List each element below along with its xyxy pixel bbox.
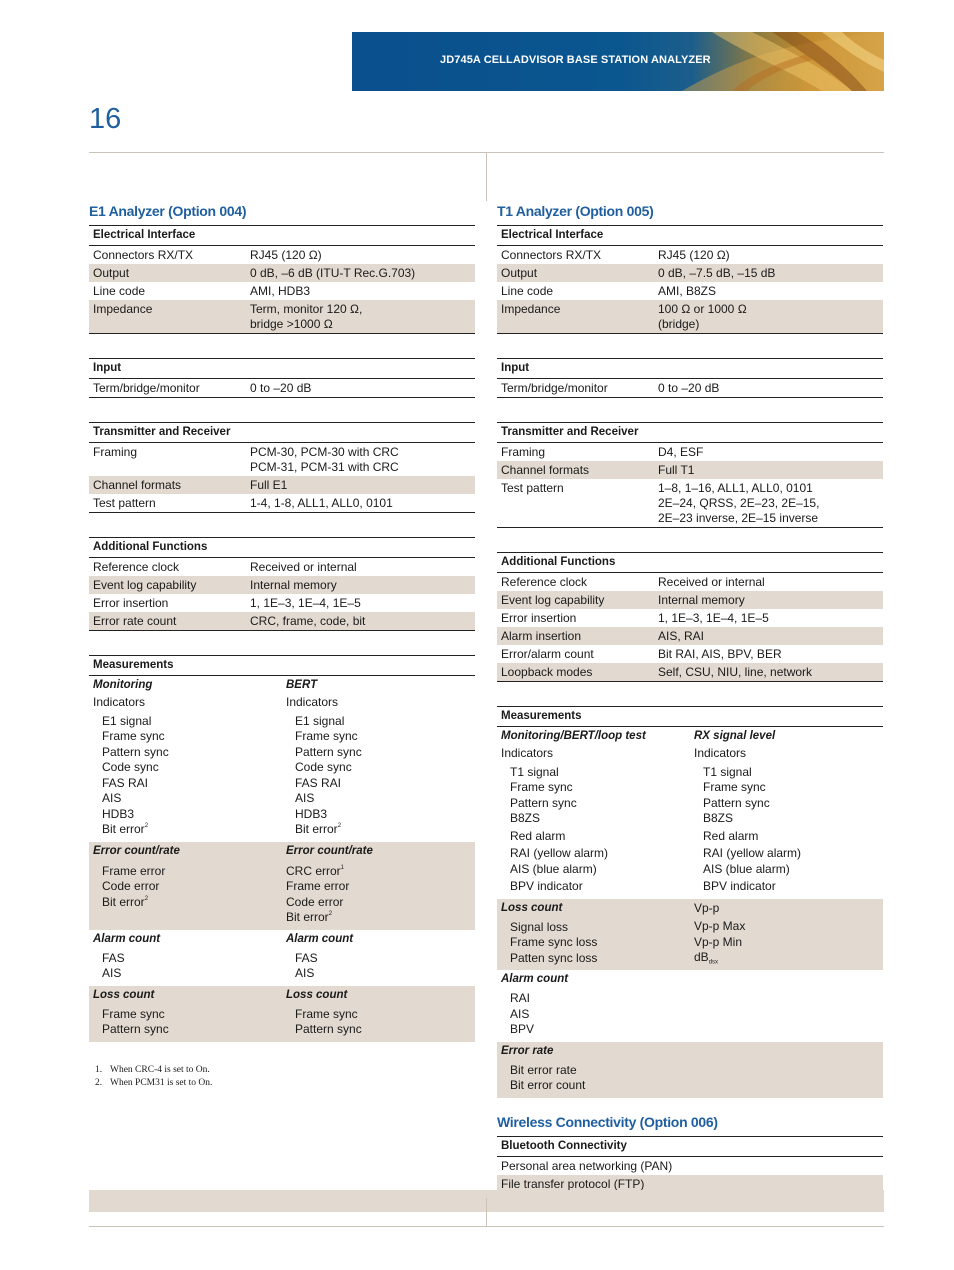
- table-row: [497, 282, 883, 300]
- block-title: RX signal level: [694, 730, 776, 742]
- table-row: [497, 627, 883, 645]
- bert-column: [286, 678, 479, 838]
- block-title: Loss count: [286, 988, 348, 1001]
- list-item: Frame sync: [703, 780, 766, 794]
- row-value: 0 dB, –7.5 dB, –15 dB: [658, 266, 776, 280]
- block-title: Monitoring: [93, 679, 153, 691]
- row-value: 100 Ω or 1000 Ω (bridge): [658, 302, 747, 331]
- row-value: RJ45 (120 Ω): [658, 248, 730, 262]
- list-item-with-note: [93, 822, 286, 838]
- row-value: 1–8, 1–16, ALL1, ALL0, 0101 2E–24, QRSS, 2E–23, 2E–15, 2E–23 inverse, 2E–15 inverse: [658, 481, 820, 525]
- list-item: Vp-p Min: [694, 934, 743, 949]
- footnote-number: 1.: [95, 1064, 103, 1075]
- list-item: Frame sync: [102, 729, 165, 743]
- list-item: Pattern sync: [295, 1022, 362, 1036]
- measure-block-error-count: [89, 842, 475, 930]
- block-title: Loss count: [93, 988, 155, 1001]
- table-row: [497, 663, 883, 681]
- row-label: Event log capability: [501, 593, 605, 607]
- row-label: Line code: [501, 284, 554, 298]
- list-item: Pattern sync: [510, 795, 577, 810]
- row-label: Line code: [93, 284, 146, 298]
- document-header-title: JD745A CELLADVISOR BASE STATION ANALYZER: [440, 54, 711, 66]
- list-item: AIS: [295, 791, 315, 805]
- item-text: dB: [694, 950, 709, 964]
- error-count-left: [93, 844, 286, 926]
- list-item: RAI (yellow alarm): [510, 846, 609, 860]
- row-value: D4, ESF: [658, 445, 704, 459]
- row-label: Channel formats: [93, 478, 182, 492]
- footnote-text: When CRC-4 is set to On.: [110, 1064, 210, 1075]
- t1-input-table: [497, 358, 883, 398]
- t1-section-title: T1 Analyzer (Option 005): [497, 203, 654, 219]
- row-label: Error/alarm count: [501, 647, 594, 661]
- alarm-count-right: [286, 932, 479, 982]
- list-item: Frame error: [286, 879, 350, 893]
- list-item: HDB3: [102, 806, 135, 821]
- unit-subscript: dsx: [708, 959, 719, 966]
- column-divider-top: [486, 153, 487, 201]
- list-item: BPV: [510, 1022, 535, 1036]
- list-item: Code sync: [295, 760, 352, 774]
- list-item: Frame sync loss: [510, 935, 598, 949]
- row-value: Full E1: [250, 478, 288, 492]
- measure-block-loss-count: [89, 986, 475, 1042]
- row-label: Test pattern: [93, 496, 156, 510]
- table-heading: Bluetooth Connectivity: [497, 1137, 883, 1157]
- row-label: Reference clock: [93, 560, 180, 574]
- list-item: Patten sync loss: [510, 950, 598, 965]
- table-row: [497, 573, 883, 591]
- loss-count-right: [286, 988, 479, 1038]
- bluetooth-table: [497, 1136, 883, 1193]
- row-value: Internal memory: [250, 578, 337, 592]
- row-label: Alarm insertion: [501, 629, 582, 643]
- row-label: Test pattern: [501, 481, 564, 495]
- list-item: Code error: [102, 879, 160, 893]
- list-item: E1 signal: [295, 713, 345, 728]
- list-item: Frame sync: [510, 780, 573, 794]
- row-label: Personal area networking (PAN): [501, 1158, 673, 1173]
- row-value: RJ45 (120 Ω): [250, 248, 322, 262]
- rx-signal-level-column: [694, 729, 887, 895]
- row-label: Connectors RX/TX: [93, 248, 194, 262]
- row-value: AMI, B8ZS: [658, 284, 717, 298]
- list-item: AIS (blue alarm): [703, 861, 790, 876]
- row-value: Received or internal: [250, 560, 357, 574]
- error-rate-column: [501, 1044, 694, 1094]
- bottom-divider: [89, 1226, 884, 1227]
- list-item: Pattern sync: [295, 744, 362, 759]
- measure-block-indicators: [497, 727, 883, 899]
- table-row: [89, 612, 475, 630]
- list-item: AIS: [102, 966, 122, 980]
- table-row: [89, 494, 475, 512]
- row-label: Output: [501, 266, 538, 280]
- list-item: AIS (blue alarm): [510, 861, 597, 876]
- list-item-with-subscript: [694, 950, 887, 966]
- row-value: CRC, frame, code, bit: [250, 614, 366, 628]
- error-count-right: [286, 844, 479, 926]
- list-item: Bit error count: [510, 1078, 586, 1092]
- wireless-section-title: Wireless Connectivity (Option 006): [497, 1113, 718, 1130]
- row-value: Bit RAI, AIS, BPV, BER: [658, 647, 782, 661]
- list-item: T1 signal: [703, 764, 752, 779]
- list-item-with-note: [286, 910, 479, 926]
- block-title: Error rate: [501, 1044, 554, 1057]
- list-item: RAI (yellow alarm): [703, 846, 802, 860]
- list-item: Bit error rate: [510, 1062, 577, 1077]
- block-title: Alarm count: [501, 973, 569, 985]
- table-row: [497, 591, 883, 609]
- table-row: [89, 576, 475, 594]
- list-item: Vp-p: [694, 900, 720, 915]
- list-item: BPV indicator: [703, 879, 776, 893]
- list-item-with-note: [93, 895, 286, 911]
- row-value: 0 to –20 dB: [250, 381, 312, 395]
- measure-block-alarm-count: [497, 970, 883, 1042]
- list-item: AIS: [102, 791, 122, 805]
- monitoring-bert-column: [501, 729, 694, 895]
- table-row: [89, 558, 475, 576]
- e1-additional-table: [89, 537, 475, 631]
- block-title: Loss count: [501, 901, 563, 914]
- table-row: [89, 443, 475, 476]
- footnotes: [89, 1064, 475, 1090]
- table-heading: Measurements: [497, 707, 883, 727]
- table-row: [89, 594, 475, 612]
- row-value: Term, monitor 120 Ω, bridge >1000 Ω: [250, 302, 363, 331]
- row-value: 1, 1E–3, 1E–4, 1E–5: [250, 596, 361, 610]
- row-value: Self, CSU, NIU, line, network: [658, 665, 813, 679]
- row-label: Term/bridge/monitor: [501, 381, 608, 395]
- block-title: Error count/rate: [93, 844, 180, 857]
- row-label: Event log capability: [93, 578, 197, 592]
- row-label: Framing: [501, 445, 546, 459]
- list-item: Code sync: [102, 760, 159, 774]
- row-label: Output: [93, 266, 130, 280]
- table-heading: Electrical Interface: [89, 226, 475, 246]
- table-row: [497, 443, 883, 461]
- list-item: Red alarm: [510, 828, 566, 843]
- row-label: File transfer protocol (FTP): [501, 1176, 645, 1191]
- column-divider-bottom: [486, 1198, 487, 1226]
- row-label: Framing: [93, 445, 138, 459]
- t1-additional-table: [497, 552, 883, 682]
- row-label: Channel formats: [501, 463, 590, 477]
- list-item: Pattern sync: [102, 1022, 169, 1036]
- monitoring-column: [93, 678, 286, 838]
- footnote-ref: 1: [340, 864, 345, 871]
- indicators-label: Indicators: [501, 746, 554, 760]
- vpp-column: [694, 901, 887, 967]
- t1-txrx-table: [497, 422, 883, 528]
- indicators-label: Indicators: [286, 695, 339, 709]
- row-label: Impedance: [93, 302, 153, 316]
- list-item: RAI: [510, 991, 531, 1005]
- table-heading: Additional Functions: [497, 553, 883, 573]
- e1-section-title: E1 Analyzer (Option 004): [89, 203, 247, 219]
- row-value: PCM-30, PCM-30 with CRC PCM-31, PCM-31 with CRC: [250, 445, 399, 474]
- list-item: FAS RAI: [295, 775, 342, 790]
- e1-txrx-table: [89, 422, 475, 513]
- list-item: E1 signal: [102, 713, 152, 728]
- table-heading: Measurements: [89, 656, 475, 676]
- table-row: [497, 479, 883, 527]
- list-item: Code error: [286, 894, 344, 909]
- list-item: Red alarm: [703, 828, 759, 843]
- list-item: Frame error: [102, 863, 166, 878]
- e1-measurements-table: [89, 655, 475, 1042]
- footnote-ref: 2: [328, 911, 333, 917]
- alarm-count-column: [501, 972, 694, 1038]
- row-label: Error insertion: [501, 611, 577, 625]
- block-title: Error count/rate: [286, 844, 373, 857]
- loss-count-column: [501, 901, 694, 967]
- table-row: [497, 379, 883, 397]
- row-value: 1, 1E–3, 1E–4, 1E–5: [658, 611, 769, 625]
- e1-analyzer-column: [89, 201, 475, 1090]
- table-row: [89, 476, 475, 494]
- measure-block-indicators: [89, 676, 475, 842]
- list-item: Frame sync: [295, 1006, 358, 1021]
- list-item-with-note: [286, 822, 479, 838]
- block-title: BERT: [286, 679, 318, 691]
- e1-electrical-table: [89, 225, 475, 334]
- footnote-ref: 2: [144, 823, 149, 829]
- list-item: B8ZS: [703, 811, 734, 825]
- row-value: 0 to –20 dB: [658, 381, 720, 395]
- table-row: [497, 609, 883, 627]
- table-heading: Transmitter and Receiver: [497, 423, 883, 443]
- item-text: CRC error: [286, 863, 341, 878]
- list-item: Vp-p Max: [694, 919, 746, 933]
- indicators-label: Indicators: [694, 746, 747, 760]
- measure-block-loss-count: [497, 899, 883, 971]
- footnote: [95, 1077, 475, 1090]
- measure-block-alarm-count: [89, 930, 475, 986]
- table-row: [497, 461, 883, 479]
- table-row: [89, 246, 475, 264]
- indicators-label: Indicators: [93, 695, 146, 709]
- table-row: [497, 1157, 883, 1175]
- row-value: Internal memory: [658, 593, 745, 607]
- footnote-text: When PCM31 is set to On.: [110, 1077, 213, 1088]
- row-label: Reference clock: [501, 575, 588, 589]
- loss-count-left: [93, 988, 286, 1038]
- list-item: Pattern sync: [102, 744, 169, 759]
- row-label: Impedance: [501, 302, 561, 316]
- footnote-number: 2.: [95, 1077, 103, 1088]
- table-row: [497, 246, 883, 264]
- list-item: BPV indicator: [510, 879, 583, 893]
- item-text: Bit error: [295, 822, 338, 836]
- list-item: T1 signal: [510, 764, 559, 779]
- list-item: AIS: [510, 1006, 530, 1021]
- t1-measurements-table: [497, 706, 883, 1098]
- table-row: [89, 264, 475, 282]
- item-text: Bit error: [286, 910, 329, 924]
- list-item: FAS: [295, 950, 318, 965]
- block-title: Alarm count: [93, 932, 161, 945]
- list-item: HDB3: [295, 806, 328, 821]
- table-heading: Input: [89, 359, 475, 379]
- table-row: [497, 645, 883, 663]
- row-label: Error rate count: [93, 614, 177, 628]
- item-text: Bit error: [102, 822, 145, 836]
- row-value: Received or internal: [658, 575, 765, 589]
- table-row: [497, 300, 883, 333]
- list-item: B8ZS: [510, 811, 541, 825]
- list-item: FAS RAI: [102, 775, 149, 790]
- table-row: [89, 300, 475, 333]
- list-item: AIS: [295, 966, 315, 980]
- list-item: Pattern sync: [703, 795, 770, 810]
- row-value: 1-4, 1-8, ALL1, ALL0, 0101: [250, 496, 393, 510]
- footnote-ref: 2: [337, 823, 342, 829]
- row-label: Loopback modes: [501, 665, 593, 679]
- list-item-with-note: [286, 864, 479, 880]
- row-value: Full T1: [658, 463, 695, 477]
- row-value: AIS, RAI: [658, 629, 705, 643]
- block-title: Alarm count: [286, 932, 354, 945]
- list-item: FAS: [102, 950, 125, 965]
- row-label: Error insertion: [93, 596, 169, 610]
- header-banner: [352, 32, 884, 91]
- table-row: [89, 282, 475, 300]
- table-heading: Electrical Interface: [497, 226, 883, 246]
- row-label: Connectors RX/TX: [501, 248, 602, 262]
- page-number: 16: [89, 103, 122, 135]
- list-item: Frame sync: [295, 729, 358, 743]
- table-row: [497, 264, 883, 282]
- t1-analyzer-column: [497, 201, 883, 1193]
- row-value: 0 dB, –6 dB (ITU-T Rec.G.703): [250, 266, 416, 280]
- row-value: AMI, HDB3: [250, 284, 311, 298]
- t1-electrical-table: [497, 225, 883, 334]
- alarm-count-left: [93, 932, 286, 982]
- table-heading: Additional Functions: [89, 538, 475, 558]
- measure-block-error-rate: [497, 1042, 883, 1098]
- item-text: Bit error: [102, 894, 145, 909]
- footnote: [95, 1064, 475, 1077]
- list-item: Signal loss: [510, 919, 569, 934]
- row-label: Term/bridge/monitor: [93, 381, 200, 395]
- table-row: [89, 379, 475, 397]
- block-title: Monitoring/BERT/loop test: [501, 730, 646, 742]
- footnote-ref: 2: [144, 895, 149, 902]
- list-item: Frame sync: [102, 1006, 165, 1021]
- table-heading: Input: [497, 359, 883, 379]
- e1-input-table: [89, 358, 475, 398]
- table-heading: Transmitter and Receiver: [89, 423, 475, 443]
